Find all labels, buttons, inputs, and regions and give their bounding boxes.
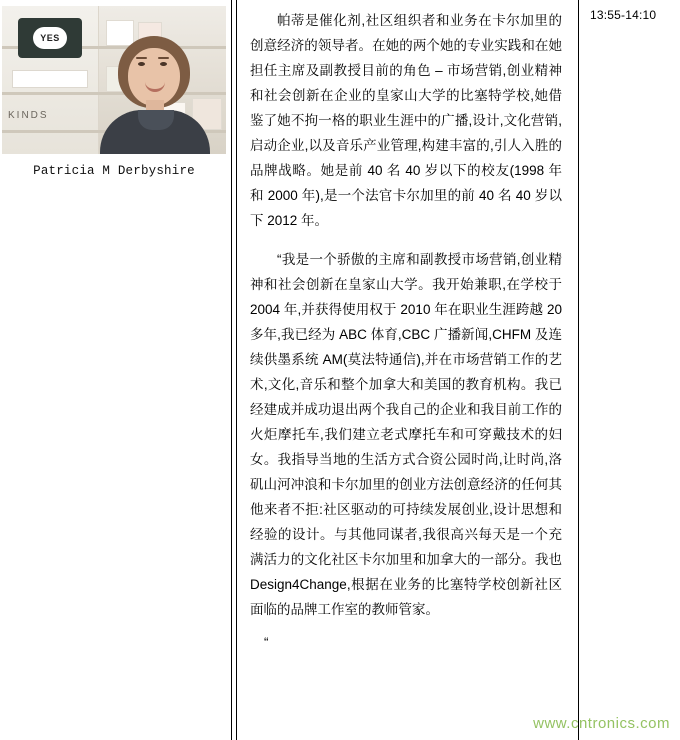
portrait-photo (2, 6, 226, 154)
subject-eyebrow (158, 57, 169, 59)
subject-scarf (138, 110, 174, 130)
shelf-label: KINDS (8, 110, 49, 121)
subject-eye (160, 62, 167, 66)
article-paragraph-2: “我是一个骄傲的主席和副教授市场营销,创业精神和社会创新在皇家山大学。我开始兼职,在学校于 2004 年,并获得使用权于 2010 年在职业生涯跨越 20 多年,我已经为 ABC 体育,CBC 广播新闻,CHFM 及连续供墨系统 AM(莫法特通信),并在市场营销工作的艺术,文化,音乐和整个加拿大和美国的教育机构。我已经建成并成功退出两个我自己的企业和我目前工作的火炬摩托车,我们建立老式摩托车和可穿戴技术的妇女。我指导当地的生活方式合资公园时尚,让时尚,洛矶山河冲浪和卡尔加里的创业方法创意经济的任何其他来者不拒:社区驱动的可持续发展创业,设计思想和经验的设计。与其他同谋者,我很高兴每天是一个充满活力的文化社区卡尔加里和加拿大的一部分。我也 Design4Change,根据在业务的比塞特学校创新社区面临的品牌工作室的教师管家。 (250, 252, 562, 617)
yes-sign (18, 18, 82, 58)
watermark: www.cntronics.com (533, 715, 670, 732)
timestamp-column (576, 0, 680, 740)
column-divider-left-inner (236, 0, 237, 740)
article-paragraph-1: 帕蒂是催化剂,社区组织者和业务在卡尔加里的创意经济的领导者。在她的两个她的专业实践和在她担任主席及副教授目前的角色 – 市场营销,创业精神和社会创新在企业的皇家山大学的比塞特学校,她借鉴了她不拘一格的职业生涯中的广播,设计,文化营销,启动企业,以及音乐产业管理,构建丰富的,引人入胜的品牌战略。她是前 40 名 40 岁以下的校友(1998 年和 2000 年),是一个法官卡尔加里的前 40 名 40 岁以下 2012 年。 (250, 13, 562, 228)
subject-eye (138, 62, 145, 66)
timestamp-label: 13:55-14:10 (590, 8, 657, 22)
photo-subject (94, 36, 214, 154)
column-divider-left (231, 0, 232, 740)
article-body (234, 0, 576, 740)
subject-eyebrow (136, 57, 147, 59)
yes-sign-label: YES (33, 27, 67, 49)
photo-caption: Patricia M Derbyshire (33, 164, 195, 178)
article-paragraph-3: “ (264, 635, 269, 650)
portrait-column (0, 0, 228, 740)
photo-sign-strip (12, 70, 88, 88)
